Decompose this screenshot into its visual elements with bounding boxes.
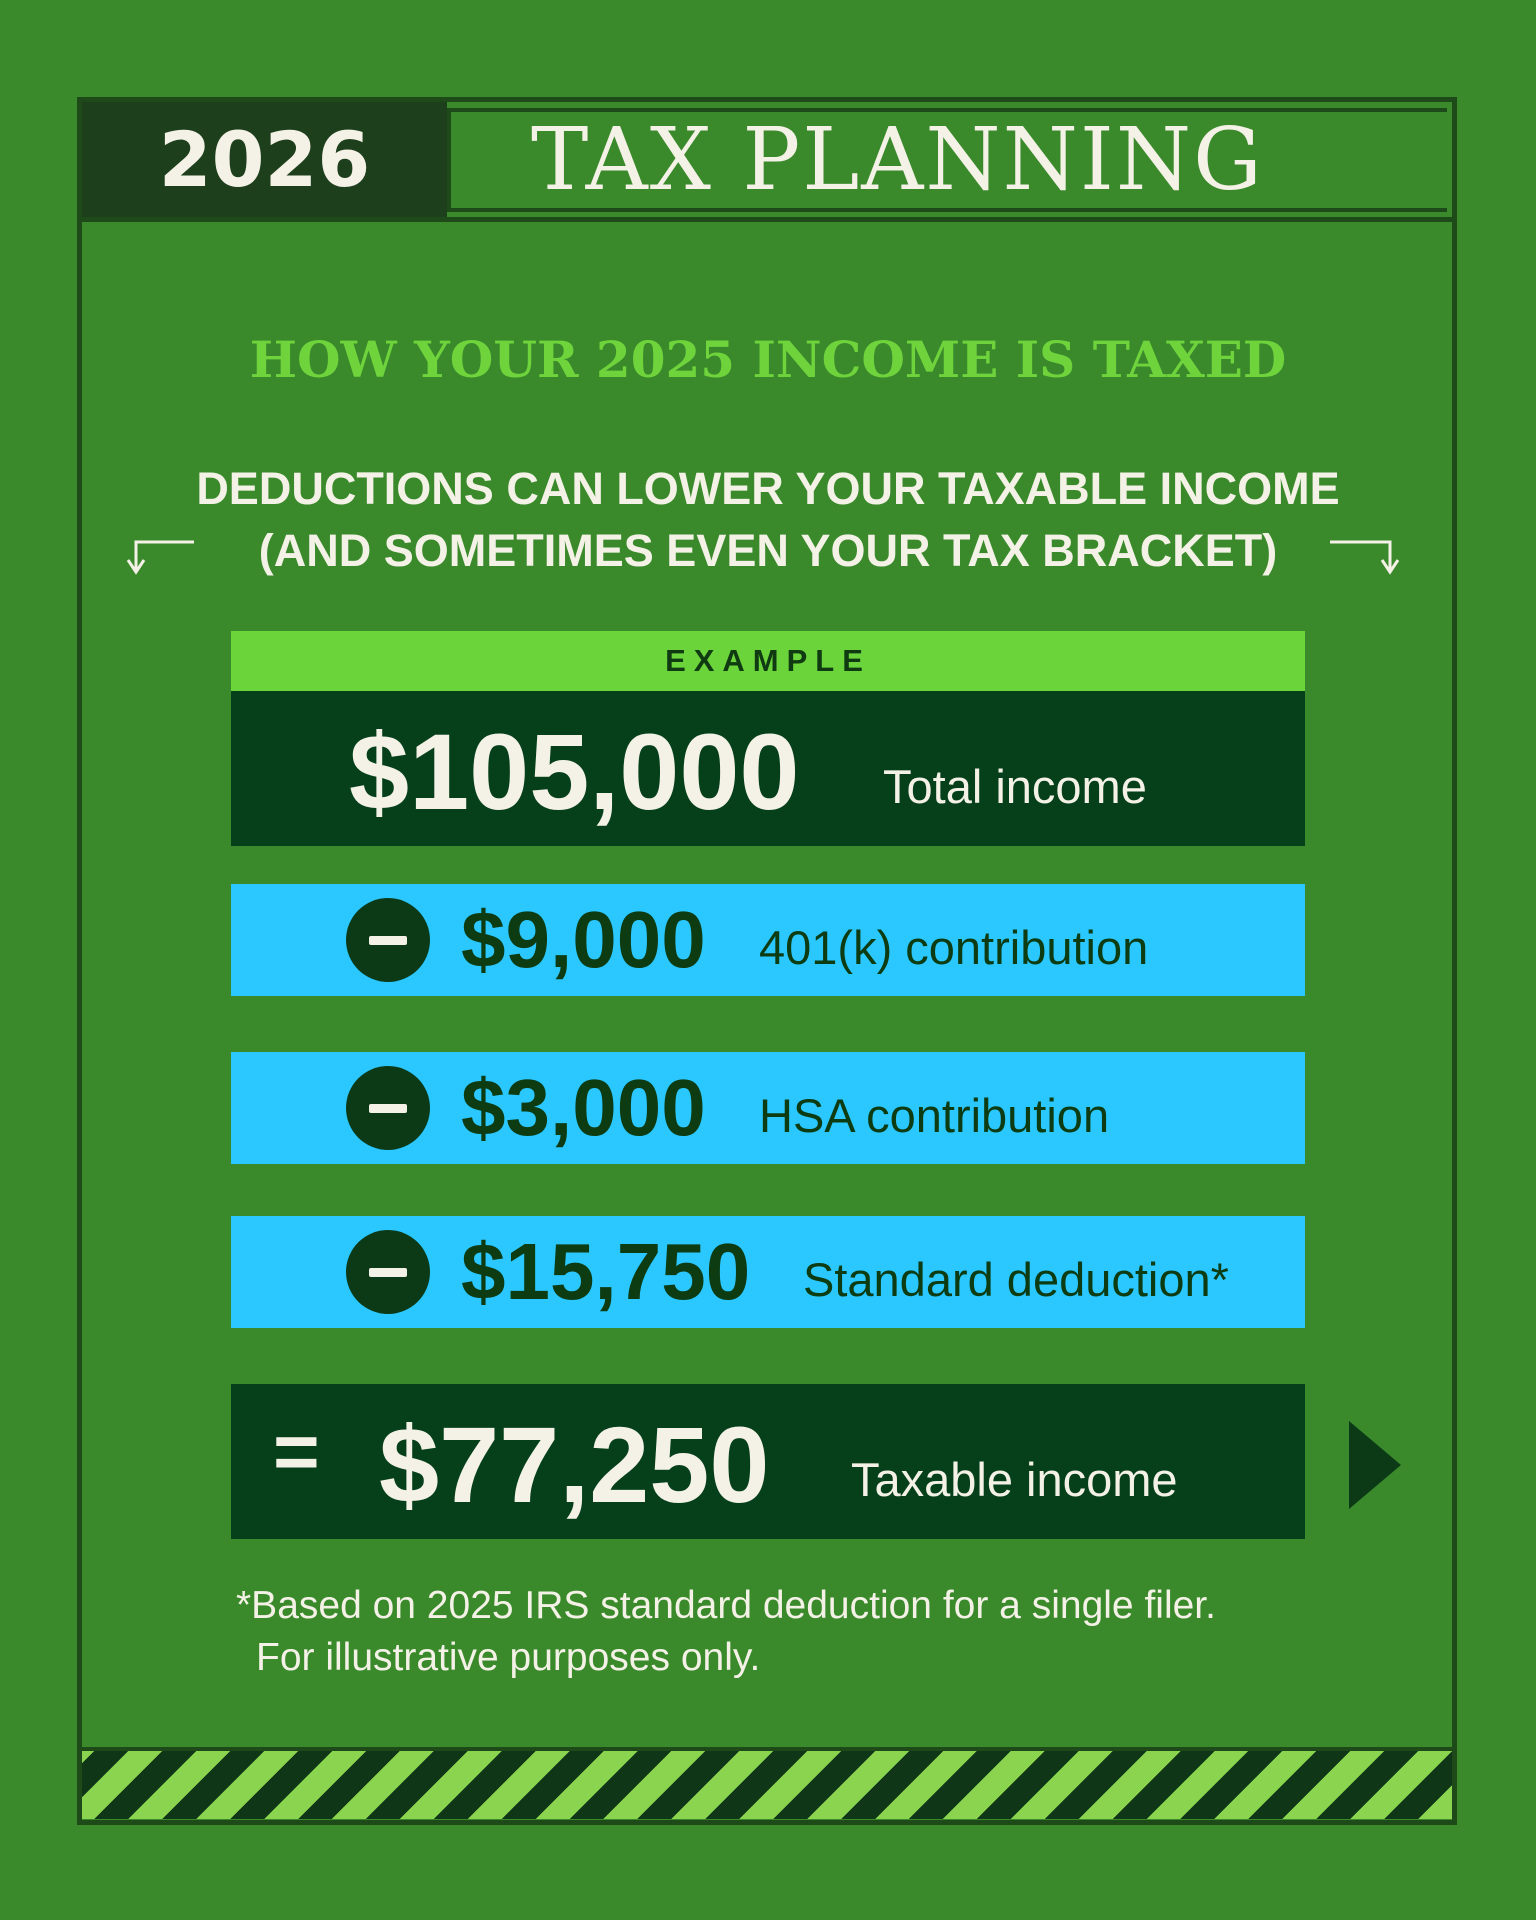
intro-line-1: DEDUCTIONS CAN LOWER YOUR TAXABLE INCOME xyxy=(196,463,1340,514)
deduction-amount: $9,000 xyxy=(461,895,706,984)
arrow-down-left-icon xyxy=(120,530,200,580)
page-title: TAX PLANNING xyxy=(447,108,1447,212)
footnote-line-1: *Based on 2025 IRS standard deduction for a single filer. xyxy=(236,1584,1216,1627)
arrow-down-right-icon xyxy=(1330,530,1410,580)
total-income-amount: $105,000 xyxy=(349,711,800,832)
deduction-amount: $3,000 xyxy=(461,1063,706,1152)
total-income-row xyxy=(231,691,1305,846)
deduction-row xyxy=(231,1052,1305,1164)
total-income-label: Total income xyxy=(883,760,1147,813)
footnote-line-2: For illustrative purposes only. xyxy=(256,1636,761,1679)
subheading: HOW YOUR 2025 INCOME IS TAXED xyxy=(249,330,1287,389)
deduction-label: 401(k) contribution xyxy=(759,921,1149,974)
example-label: EXAMPLE xyxy=(231,631,1305,691)
intro-line-2: (AND SOMETIMES EVEN YOUR TAX BRACKET) xyxy=(258,525,1278,576)
deduction-label: HSA contribution xyxy=(759,1089,1110,1142)
play-arrow-icon xyxy=(1349,1421,1401,1509)
intro-text xyxy=(0,458,1536,582)
taxable-income-row xyxy=(231,1384,1305,1539)
taxable-income-amount: $77,250 xyxy=(379,1404,770,1525)
deduction-row xyxy=(231,884,1305,996)
deduction-amount: $15,750 xyxy=(461,1227,751,1316)
minus-icon xyxy=(346,898,430,982)
footnote xyxy=(236,1580,1386,1684)
deduction-label: Standard deduction* xyxy=(803,1253,1229,1306)
header xyxy=(82,102,1452,222)
equals-sign: = xyxy=(273,1407,320,1496)
deduction-row xyxy=(231,1216,1305,1328)
hazard-stripe-band xyxy=(82,1747,1452,1819)
minus-icon xyxy=(346,1230,430,1314)
taxable-income-label: Taxable income xyxy=(851,1453,1178,1506)
year-badge: 2026 xyxy=(82,102,447,217)
minus-icon xyxy=(346,1066,430,1150)
